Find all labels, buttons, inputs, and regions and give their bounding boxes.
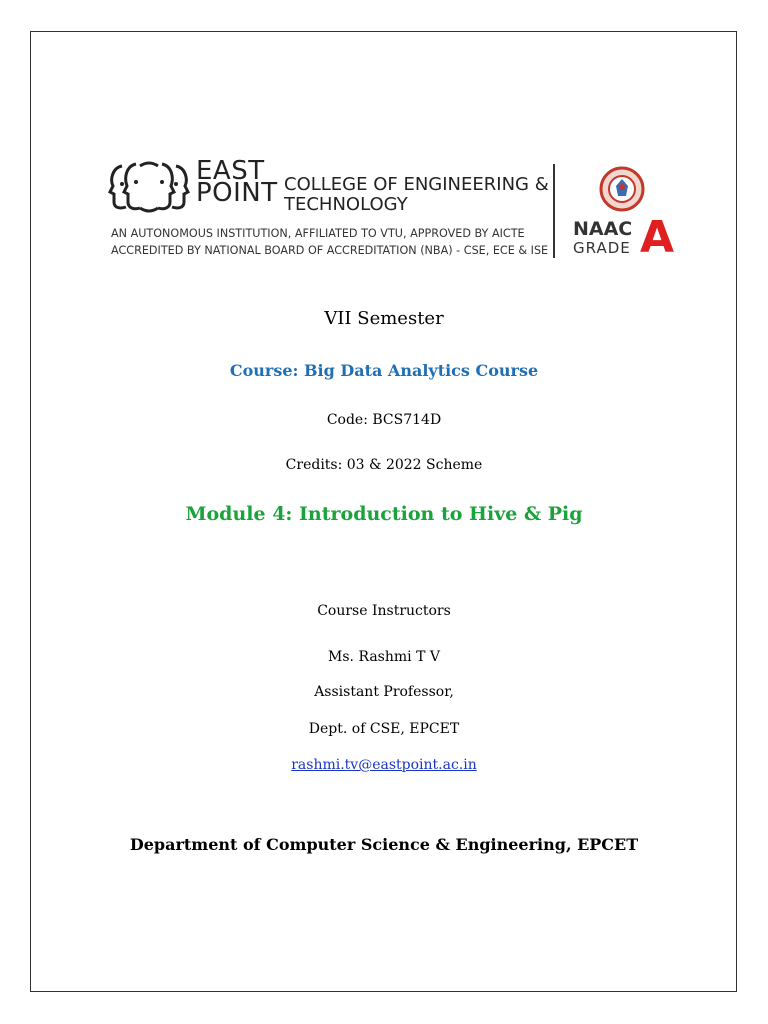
college-line-2: TECHNOLOGY [284,194,408,215]
module-title: Module 4: Introduction to Hive & Pig [185,503,583,525]
course-title: Course: Big Data Analytics Course [229,361,539,380]
department-footer: Department of Computer Science & Engineering, EPCET [129,835,639,854]
grade-label: GRADE [573,239,631,257]
college-header-logo [108,158,673,262]
instructor-dept: Dept. of CSE, EPCET [308,721,460,737]
instructor-email-link[interactable]: rashmi.tv@eastpoint.ac.in [291,757,477,773]
semester: VII Semester [324,308,444,329]
course-code: Code: BCS714D [326,412,442,428]
brand-line-east: EAST [196,156,265,186]
grade-value: A [640,212,675,263]
brand-line-point: POINT [196,178,278,208]
naac-label: NAAC [573,218,633,240]
brand-name [196,156,278,208]
east-point-faces-icon [108,160,190,214]
college-name [284,175,549,215]
affiliation-line-1: AN AUTONOMOUS INSTITUTION, AFFILIATED TO VTU, APPROVED BY AICTE [111,227,525,240]
instructors-heading: Course Instructors [317,603,451,619]
naac-emblem-icon [599,166,645,212]
affiliation-line-2: ACCREDITED BY NATIONAL BOARD OF ACCREDITATION (NBA) - CSE, ECE & ISE [111,244,549,257]
header-divider [553,164,555,258]
affiliation-text [111,225,548,259]
instructor-name: Ms. Rashmi T V [328,649,440,665]
college-line-1: COLLEGE OF ENGINEERING & [284,174,549,195]
instructor-title: Assistant Professor, [314,684,454,700]
course-credits: Credits: 03 & 2022 Scheme [285,457,483,473]
